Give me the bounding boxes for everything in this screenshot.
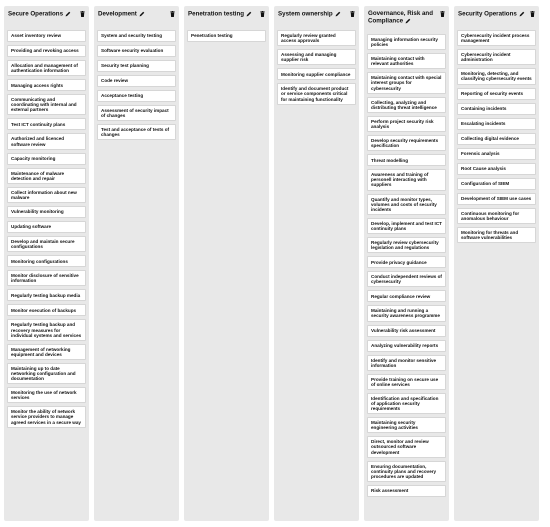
column-0 — [4, 6, 89, 521]
task-card-label: Monitoring, detecting, and classifying cybersecurity events — [461, 71, 532, 82]
task-card[interactable] — [367, 53, 446, 69]
task-card[interactable] — [367, 436, 446, 457]
column-header — [94, 6, 179, 30]
task-card-label: Identify and document product or service components critical for maintaining functionality — [281, 86, 349, 102]
pencil-icon[interactable] — [405, 18, 411, 24]
task-card-label: Develop security requirements specification — [371, 138, 439, 149]
task-card[interactable] — [7, 387, 86, 403]
task-card[interactable] — [277, 30, 356, 46]
task-card[interactable] — [7, 363, 86, 384]
task-card-label: Test ICT continuity plans — [11, 121, 66, 127]
task-card[interactable] — [7, 60, 86, 76]
task-card[interactable] — [367, 417, 446, 433]
task-card-label: Management of networking equipment and devices — [11, 346, 71, 357]
column-title: Secure Operations — [8, 10, 64, 18]
task-card-label: Ensuring documentation, continuity plans and recovery procedures are updated — [371, 463, 437, 479]
task-card[interactable] — [457, 88, 536, 100]
task-card-label: Monitor disclosure of sensitive information — [11, 273, 79, 284]
task-card-label: Threat modelling — [371, 157, 409, 163]
pencil-icon[interactable] — [139, 11, 145, 17]
task-card[interactable] — [457, 148, 536, 160]
task-card[interactable] — [367, 169, 446, 190]
task-card[interactable] — [97, 30, 176, 42]
task-card-label: Development of SIEM use cases — [461, 196, 532, 202]
task-card-label: Identification and specification of application security requirements — [371, 395, 439, 412]
task-card[interactable] — [367, 325, 446, 337]
task-card[interactable] — [277, 83, 356, 104]
task-card[interactable] — [7, 30, 86, 42]
task-card[interactable] — [367, 116, 446, 132]
task-card[interactable] — [7, 79, 86, 91]
task-card-label: Monitoring configurations — [11, 258, 68, 264]
task-card-label: Capacity monitoring — [11, 156, 56, 162]
task-card[interactable] — [457, 118, 536, 130]
task-card[interactable] — [97, 75, 176, 87]
task-card-label: Providing and revoking access — [11, 48, 79, 54]
trash-icon[interactable] — [80, 11, 85, 17]
task-card-label: Updating software — [11, 224, 52, 230]
task-card-label: Maintaining contact with special interest groups for cybersecurity — [371, 75, 442, 91]
task-card[interactable] — [367, 97, 446, 113]
pencil-icon[interactable] — [519, 11, 525, 17]
task-card[interactable] — [457, 193, 536, 205]
card-list — [94, 30, 179, 140]
trash-icon[interactable] — [170, 11, 175, 17]
task-card-label: Continuous monitoring for anomalous behaviour — [461, 210, 520, 221]
task-card[interactable] — [367, 72, 446, 93]
task-card[interactable] — [7, 206, 86, 218]
task-card-label: Asset inventory review — [11, 33, 62, 39]
task-card[interactable] — [7, 153, 86, 165]
task-card[interactable] — [457, 227, 536, 243]
column-header — [184, 6, 269, 30]
task-card-label: Code review — [101, 78, 129, 84]
column-header — [274, 6, 359, 30]
task-card[interactable] — [457, 133, 536, 145]
task-card[interactable] — [367, 194, 446, 215]
task-card-label: Develop, implement and test ICT continuity plans — [371, 220, 442, 231]
task-card-label: Provide privacy guidance — [371, 259, 427, 265]
column-4 — [364, 6, 449, 521]
task-card[interactable] — [277, 49, 356, 65]
task-card[interactable] — [7, 187, 86, 203]
pencil-icon[interactable] — [335, 11, 341, 17]
task-card[interactable] — [367, 135, 446, 151]
column-header — [4, 6, 89, 30]
task-card[interactable] — [7, 118, 86, 130]
card-list — [454, 30, 539, 243]
task-card-label: Assessing and managing supplier risk — [281, 52, 337, 63]
trash-icon[interactable] — [440, 11, 445, 17]
column-title: Governance, Risk and Compliance — [368, 10, 433, 25]
task-card-label: Containing incidents — [461, 106, 507, 112]
column-header — [364, 6, 449, 34]
task-card-label: Security test planning — [101, 63, 149, 69]
task-card-label: Maintaining up to date networking configuration and documentation — [11, 365, 76, 382]
column-5 — [454, 6, 539, 521]
task-card[interactable] — [7, 344, 86, 360]
column-1 — [94, 6, 179, 521]
task-card[interactable] — [367, 461, 446, 482]
trash-icon[interactable] — [350, 11, 355, 17]
task-card[interactable] — [367, 485, 446, 497]
task-card[interactable] — [7, 221, 86, 233]
task-card-label: Vulnerability risk assessment — [371, 327, 436, 333]
task-card[interactable] — [367, 237, 446, 253]
task-card[interactable] — [367, 154, 446, 166]
task-card-label: Allocation and management of authentication information — [11, 63, 78, 74]
task-card[interactable] — [457, 30, 536, 46]
task-card[interactable] — [457, 208, 536, 224]
trash-icon[interactable] — [530, 11, 535, 17]
task-card-label: Communicating and coordinating with internal and external partners — [11, 97, 77, 113]
task-card-label: Quantify and monitor types, volumes and costs of security incidents — [371, 196, 437, 212]
task-card-label: Test and acceptance of tests of changes — [101, 127, 170, 138]
task-card-label: Assessment of security impact of changes — [101, 108, 169, 119]
task-card-label: Forensic analysis — [461, 151, 500, 157]
column-title: Penetration testing — [188, 10, 245, 18]
task-card[interactable] — [7, 406, 86, 427]
task-card[interactable] — [367, 340, 446, 352]
pencil-icon[interactable] — [65, 11, 71, 17]
task-card-label: Identify and monitor sensitive information — [371, 357, 437, 368]
task-card-label: Configuration of SIEM — [461, 181, 510, 187]
task-card-label: Collect information about new malware — [11, 189, 77, 200]
task-card[interactable] — [7, 133, 86, 149]
task-card-label: Analyzing vulnerability reports — [371, 342, 439, 348]
task-card-label: Managing access rights — [11, 82, 64, 88]
task-card[interactable] — [367, 271, 446, 287]
task-card-label: Monitor execution of backups — [11, 307, 77, 313]
task-card[interactable] — [367, 290, 446, 302]
task-card-label: Perform project security risk analysis — [371, 118, 434, 129]
column-title: Security Operations — [458, 10, 517, 18]
task-card-label: Regularly review cybersecurity legislation and regulations — [371, 239, 439, 251]
task-card[interactable] — [457, 163, 536, 175]
task-card-label: Regularly review granted access approvals — [281, 33, 336, 44]
task-card-label: Reporting of security events — [461, 91, 524, 97]
task-card[interactable] — [97, 45, 176, 57]
task-card-label: Risk assessment — [371, 488, 409, 494]
task-card[interactable] — [7, 168, 86, 184]
task-card-label: Provide training on secure use of online services — [371, 376, 439, 387]
task-card-label: System and security testing — [101, 33, 163, 39]
task-card-label: Maintaining and running a security awareness programme — [371, 308, 440, 319]
column-2 — [184, 6, 269, 521]
task-card[interactable] — [367, 305, 446, 321]
task-card[interactable] — [97, 124, 176, 140]
task-card-label: Develop and maintain secure configurations — [11, 239, 75, 250]
card-list — [274, 30, 359, 105]
task-card-label: Authorized and licenced software review — [11, 136, 65, 147]
task-card[interactable] — [457, 68, 536, 84]
task-card[interactable] — [277, 68, 356, 80]
task-card-label: Cybersecurity incident administration — [461, 52, 511, 63]
task-card-label: Regularly testing backup and recovery measures for individual systems and services — [11, 322, 82, 338]
task-card-label: Software security evaluation — [101, 48, 164, 54]
task-card[interactable] — [7, 304, 86, 316]
card-list — [364, 34, 449, 497]
card-list — [184, 30, 269, 42]
task-card[interactable] — [367, 355, 446, 371]
task-card[interactable] — [367, 374, 446, 390]
task-card[interactable] — [7, 270, 86, 286]
task-card[interactable] — [457, 103, 536, 115]
task-card-label: Escalating incidents — [461, 121, 506, 127]
task-card-label: Maintenance of malware detection and repair — [11, 170, 65, 181]
task-card-label: Acceptance testing — [101, 93, 144, 99]
task-card-label: Monitor the ability of network service providers to manage agreed services in a secure way — [11, 409, 81, 425]
task-card-label: Maintaining security engineering activities — [371, 420, 418, 431]
task-card-label: Monitoring supplier compliance — [281, 71, 351, 77]
column-title: System ownership — [278, 10, 333, 18]
column-header — [454, 6, 539, 30]
task-card-label: Regular compliance review — [371, 293, 431, 299]
task-card[interactable] — [367, 256, 446, 268]
task-card-label: Regularly testing backup media — [11, 292, 81, 298]
task-card-label: Monitoring for threats and software vulnerabilities — [461, 229, 519, 240]
task-card[interactable] — [7, 319, 86, 340]
trash-icon[interactable] — [260, 11, 265, 17]
task-card[interactable] — [367, 34, 446, 50]
task-card[interactable] — [7, 289, 86, 301]
task-card-label: Root Cause analysis — [461, 166, 506, 172]
task-card-label: Managing information security policies — [371, 37, 438, 48]
task-card-label: Maintaining contact with relevant authorities — [371, 56, 425, 67]
task-card[interactable] — [7, 255, 86, 267]
task-card-label: Penetration testing — [191, 33, 233, 39]
task-card[interactable] — [187, 30, 266, 42]
task-card-label: Direct, monitor and review outsourced software development — [371, 439, 429, 455]
task-card-label: Monitoring the use of network services — [11, 390, 77, 401]
task-card-label: Vulnerability monitoring — [11, 209, 64, 215]
column-title: Development — [98, 10, 137, 18]
task-card[interactable] — [97, 105, 176, 121]
card-list — [4, 30, 89, 428]
task-card-label: Collecting, analyzing and distributing threat intelligence — [371, 99, 437, 110]
column-3 — [274, 6, 359, 521]
task-card[interactable] — [457, 178, 536, 190]
task-card[interactable] — [7, 236, 86, 252]
task-card[interactable] — [367, 218, 446, 234]
task-card[interactable] — [7, 94, 86, 115]
pencil-icon[interactable] — [246, 11, 252, 17]
task-card[interactable] — [457, 49, 536, 65]
task-card-label: Conduct independent reviews of cybersecurity — [371, 274, 442, 285]
task-card[interactable] — [367, 393, 446, 414]
task-card[interactable] — [97, 60, 176, 72]
task-card-label: Cybersecurity incident process management — [461, 33, 530, 44]
task-card-label: Awareness and training of personell interacting with suppliers — [371, 172, 429, 188]
task-card-label: Collecting digital evidence — [461, 136, 519, 142]
task-card[interactable] — [7, 45, 86, 57]
task-card[interactable] — [97, 90, 176, 102]
